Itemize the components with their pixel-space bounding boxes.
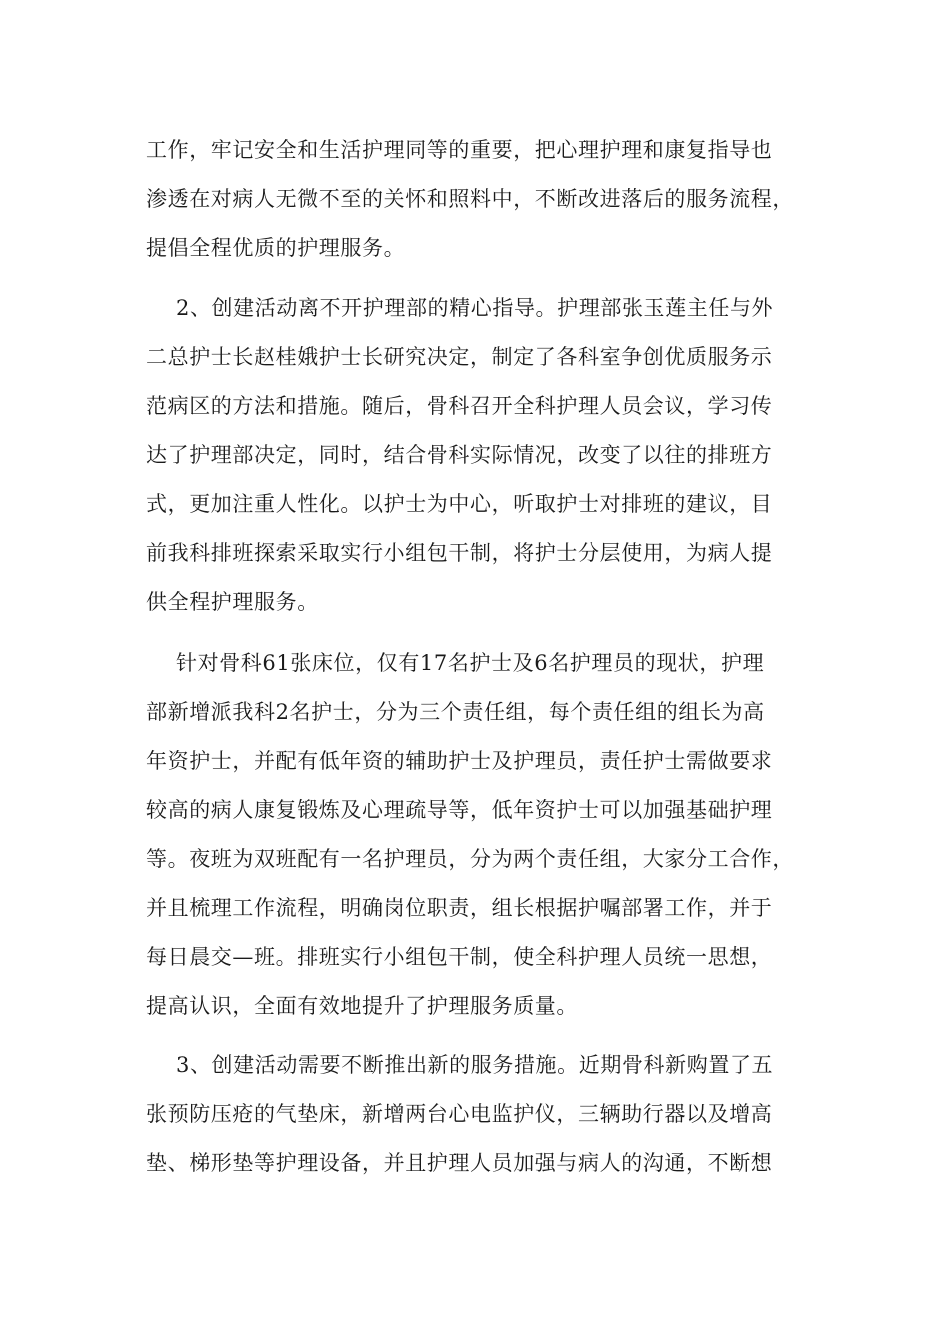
text-line: 部新增派我科2名护士，分为三个责任组，每个责任组的组长为高 xyxy=(146,700,765,724)
text-line: 供全程护理服务。 xyxy=(146,590,319,614)
text-line: 较高的病人康复锻炼及心理疏导等，低年资护士可以加强基础护理 xyxy=(146,798,773,822)
paragraph-4 xyxy=(146,1053,806,1200)
text-line: 工作，牢记安全和生活护理同等的重要，把心理护理和康复指导也 xyxy=(146,138,773,162)
text-line: 范病区的方法和措施。随后，骨科召开全科护理人员会议，学习传 xyxy=(146,394,773,418)
text-line: 提倡全程优质的护理服务。 xyxy=(146,236,406,260)
text-line: 年资护士，并配有低年资的辅助护士及护理员，责任护士需做要求 xyxy=(146,749,773,773)
text-line: 3、创建活动需要不断推出新的服务措施。近期骨科新购置了五 xyxy=(176,1053,774,1077)
text-line: 提高认识，全面有效地提升了护理服务质量。 xyxy=(146,994,578,1018)
paragraph-2 xyxy=(146,296,806,639)
text-line: 每日晨交—班。排班实行小组包干制，使全科护理人员统一思想， xyxy=(146,945,773,969)
paragraph-1 xyxy=(146,138,806,285)
text-line: 等。夜班为双班配有一名护理员，分为两个责任组，大家分工合作， xyxy=(146,847,794,871)
paragraph-3 xyxy=(146,651,806,1043)
text-line: 垫、梯形垫等护理设备，并且护理人员加强与病人的沟通，不断想 xyxy=(146,1151,773,1175)
text-line: 前我科排班探索采取实行小组包干制，将护士分层使用，为病人提 xyxy=(146,541,773,565)
text-line: 达了护理部决定，同时，结合骨科实际情况，改变了以往的排班方 xyxy=(146,443,773,467)
text-line: 针对骨科61张床位，仅有17名护士及6名护理员的现状，护理 xyxy=(176,651,765,675)
text-line: 张预防压疮的气垫床，新增两台心电监护仪，三辆助行器以及增高 xyxy=(146,1102,773,1126)
text-line: 二总护士长赵桂娥护士长研究决定，制定了各科室争创优质服务示 xyxy=(146,345,773,369)
text-line: 2、创建活动离不开护理部的精心指导。护理部张玉莲主任与外 xyxy=(176,296,774,320)
text-line: 式，更加注重人性化。以护士为中心，听取护士对排班的建议，目 xyxy=(146,492,773,516)
text-line: 渗透在对病人无微不至的关怀和照料中，不断改进落后的服务流程， xyxy=(146,187,794,211)
text-line: 并且梳理工作流程，明确岗位职责，组长根据护嘱部署工作，并于 xyxy=(146,896,773,920)
